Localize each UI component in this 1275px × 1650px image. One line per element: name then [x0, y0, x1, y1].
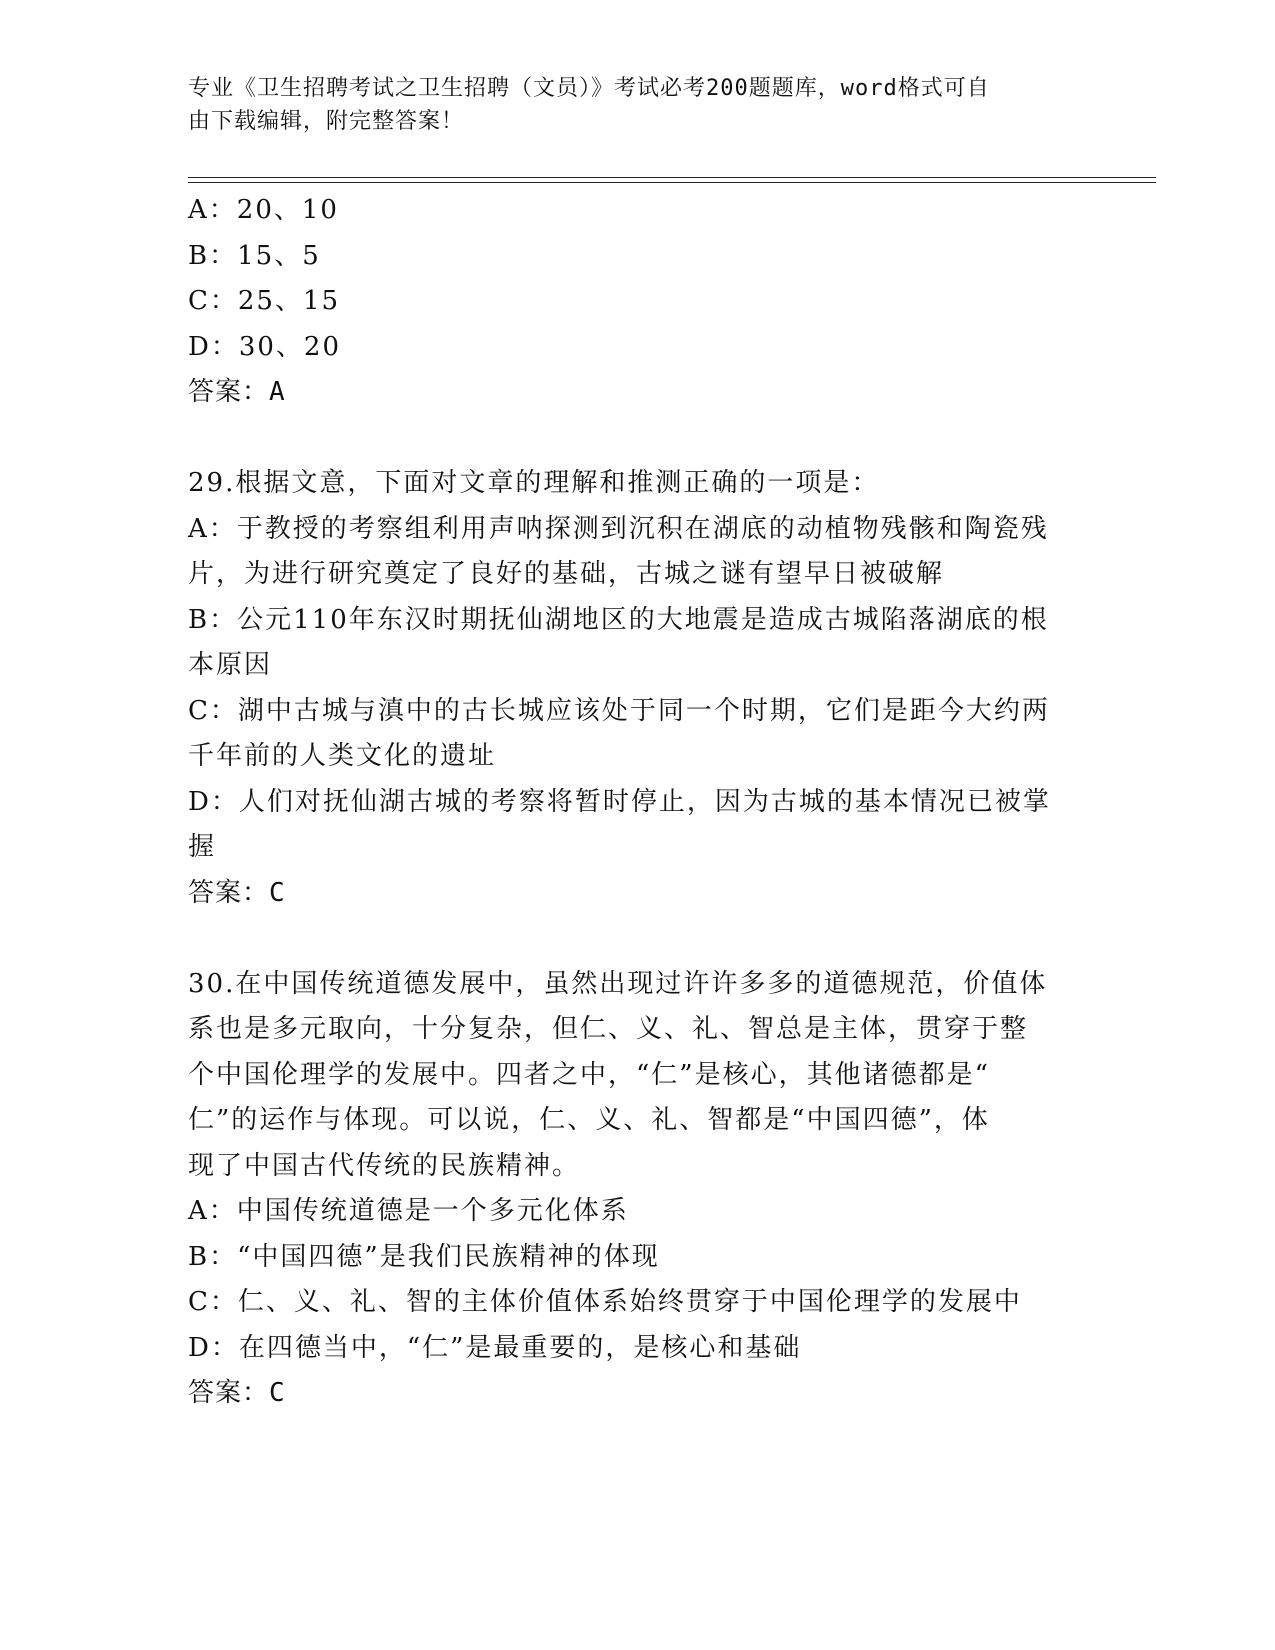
spacer: [188, 416, 1078, 462]
option-a: A：20、10: [188, 195, 339, 225]
header-title-line: 专业《卫生招聘考试之卫生招聘（文员）》考试必考200题题库，word格式可自: [188, 76, 990, 101]
header-divider: [188, 182, 1156, 183]
option-b: B：公元110年东汉时期抚仙湖地区的大地震是造成古城陷落湖底的根: [188, 604, 1049, 635]
header-title-line: 由下载编辑，附完整答案！: [188, 109, 465, 134]
option-a: A：中国传统道德是一个多元化体系: [188, 1196, 629, 1226]
option-d: D：30、20: [188, 331, 342, 362]
question-30: [188, 962, 1078, 1417]
option-d-continued: 握: [188, 832, 217, 862]
answer-line: 答案：C: [188, 877, 286, 908]
question-stem-continued: 仁”的运作与体现。可以说，仁、义、礼、智都是“中国四德”，体: [188, 1105, 990, 1135]
option-c: C：仁、义、礼、智的主体价值体系始终贯穿于中国伦理学的发展中: [188, 1287, 1022, 1317]
document-header: [188, 72, 1068, 138]
option-b-continued: 本原因: [188, 650, 273, 680]
option-a: A：于教授的考察组利用声呐探测到沉积在湖底的动植物残骸和陶瓷残: [188, 513, 1049, 544]
spacer: [188, 916, 1078, 962]
option-b: B：15、5: [188, 240, 321, 271]
answer-line: 答案：C: [188, 1378, 286, 1408]
answer-line: 答案：A: [188, 377, 286, 407]
question-29: [188, 461, 1078, 916]
option-b: B：“中国四德”是我们民族精神的体现: [188, 1241, 660, 1272]
header-divider: [188, 177, 1156, 178]
question-stem-continued: 个中国伦理学的发展中。四者之中，“仁”是核心，其他诸德都是“: [188, 1059, 990, 1090]
option-a-continued: 片，为进行研究奠定了良好的基础，古城之谜有望早日被破解: [188, 559, 945, 589]
question-stem: 29.根据文意，下面对文章的理解和推测正确的一项是：: [188, 468, 880, 498]
option-d: D：人们对抚仙湖古城的考察将暂时停止，因为古城的基本情况已被掌: [188, 786, 1051, 817]
question-28: [188, 188, 1078, 416]
option-c: C：25、15: [188, 286, 341, 316]
option-c: C：湖中古城与滇中的古长城应该处于同一个时期，它们是距今大约两: [188, 695, 1050, 726]
question-stem-continued: 系也是多元取向，十分复杂，但仁、义、礼、智总是主体，贯穿于整: [188, 1014, 1029, 1044]
option-c-continued: 千年前的人类文化的遗址: [188, 741, 497, 771]
question-stem-continued: 现了中国古代传统的民族精神。: [188, 1150, 581, 1181]
option-d: D：在四德当中，“仁”是最重要的，是核心和基础: [188, 1332, 802, 1363]
document-body: [188, 188, 1078, 1417]
question-stem: 30.在中国传统道德发展中，虽然出现过许许多多的道德规范，价值体: [188, 968, 1048, 999]
